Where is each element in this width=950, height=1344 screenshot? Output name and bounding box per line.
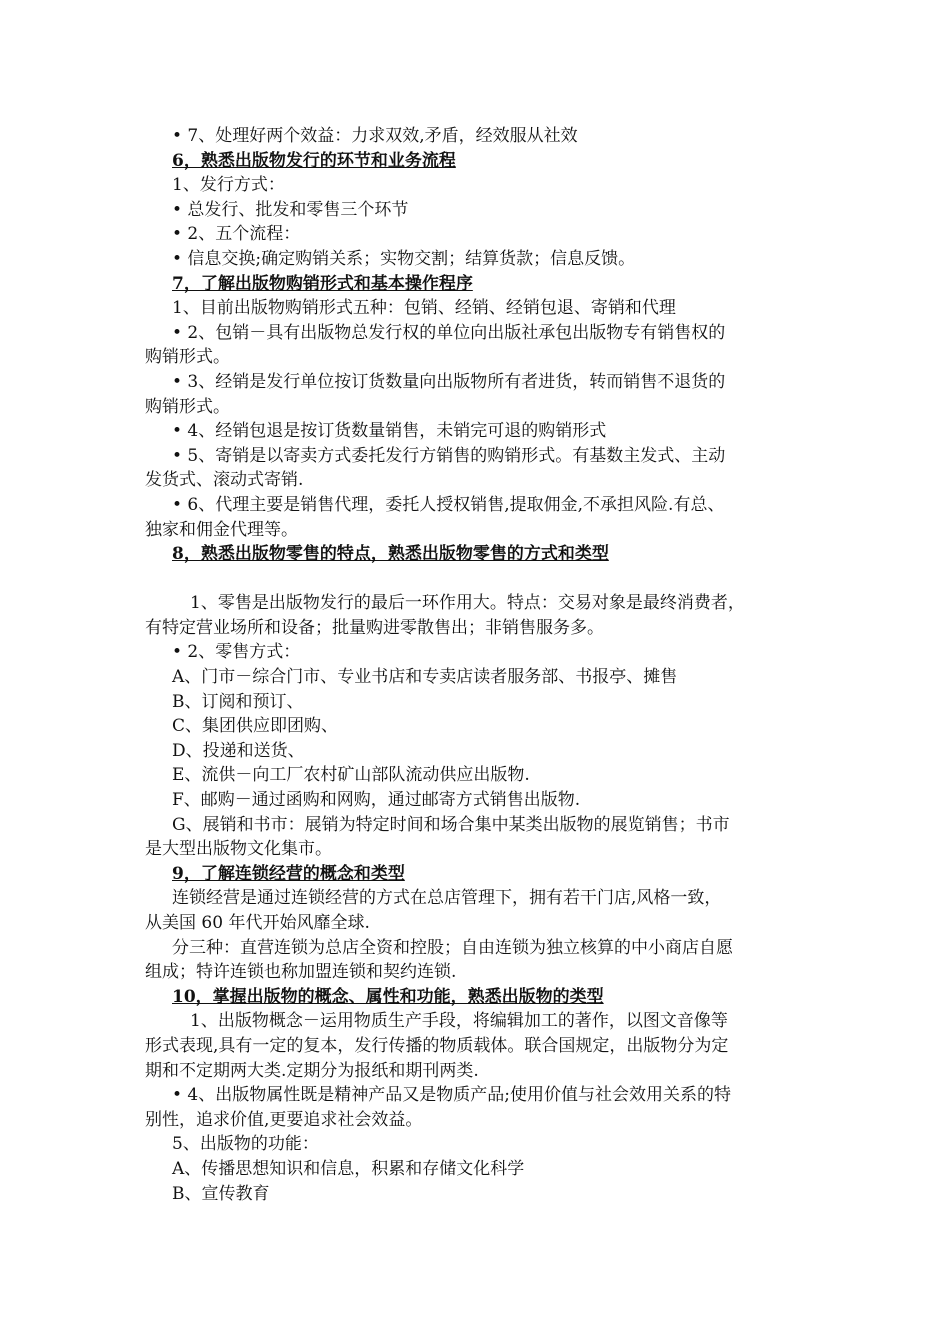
text-line: C、集团供应即团购、 (172, 716, 339, 737)
text-line: 别性，追求价值,更要追求社会效益。 (145, 1109, 423, 1130)
section-heading: 10，掌握出版物的概念、属性和功能，熟悉出版物的类型 (172, 986, 604, 1007)
text-line: • 5、寄销是以寄卖方式委托发行方销售的购销形式。有基数主发式、主动 (172, 445, 726, 466)
text-line: B、订阅和预订、 (172, 691, 304, 712)
document-body (0, 124, 950, 1206)
blank-line (0, 567, 950, 592)
text-line: • 信息交换;确定购销关系；实物交割；结算货款；信息反馈。 (172, 248, 636, 269)
text-line: • 4、出版物属性既是精神产品又是物质产品;使用价值与社会效用关系的特 (172, 1085, 731, 1106)
text-line: 连锁经营是通过连锁经营的方式在总店管理下，拥有若干门店,风格一致， (172, 888, 722, 909)
text-line: F、邮购－通过函购和网购，通过邮寄方式销售出版物. (172, 790, 581, 811)
text-line: 5、出版物的功能： (172, 1134, 319, 1155)
section-heading: 9，了解连锁经营的概念和类型 (172, 863, 405, 884)
text-line: • 2、包销－具有出版物总发行权的单位向出版社承包出版物专有销售权的 (172, 322, 726, 343)
text-line: 购销形式。 (145, 396, 230, 417)
text-line: 期和不定期两大类.定期分为报纸和期刊两类. (145, 1060, 479, 1081)
section-heading: 6，熟悉出版物发行的环节和业务流程 (172, 150, 456, 171)
section-heading: 7，了解出版物购销形式和基本操作程序 (172, 273, 473, 294)
text-line: D、投递和送货、 (172, 740, 305, 761)
text-line: 1、发行方式： (172, 175, 285, 196)
text-line: 独家和佣金代理等。 (145, 519, 298, 540)
text-line: 购销形式。 (145, 347, 230, 368)
text-line: • 3、经销是发行单位按订货数量向出版物所有者进货，转而销售不退货的 (172, 371, 726, 392)
text-line: 1、零售是出版物发行的最后一环作用大。特点：交易对象是最终消费者， (190, 593, 745, 614)
text-line: • 6、代理主要是销售代理，委托人授权销售,提取佣金,不承担风险.有总、 (172, 494, 725, 515)
text-line: 形式表现,具有一定的复本，发行传播的物质载体。联合国规定，出版物分为定 (145, 1035, 729, 1056)
text-line: 有特定营业场所和设备；批量购进零散售出；非销售服务多。 (145, 617, 604, 638)
text-line: • 2、五个流程： (172, 224, 301, 245)
text-line: G、展销和书市：展销为特定时间和场合集中某类出版物的展览销售；书市 (172, 814, 730, 835)
text-line: • 总发行、批发和零售三个环节 (172, 199, 409, 220)
text-line: • 4、经销包退是按订货数量销售，未销完可退的购销形式 (172, 421, 607, 442)
text-line: E、流供－向工厂农村矿山部队流动供应出版物. (172, 765, 530, 786)
text-line: 是大型出版物文化集市。 (145, 839, 332, 860)
text-line: 组成；特许连锁也称加盟连锁和契约连锁. (145, 962, 457, 983)
text-line: • 7、处理好两个效益：力求双效,矛盾，经效服从社效 (172, 126, 578, 146)
section-heading: 8，熟悉出版物零售的特点，熟悉出版物零售的方式和类型 (172, 544, 609, 565)
text-line: 从美国 60 年代开始风靡全球. (145, 913, 370, 933)
text-line: A、传播思想知识和信息，积累和存储文化科学 (172, 1158, 525, 1179)
text-line: 1、目前出版物购销形式五种：包销、经销、经销包退、寄销和代理 (172, 298, 676, 319)
text-line: 1、出版物概念－运用物质生产手段，将编辑加工的著作，以图文音像等 (190, 1011, 728, 1032)
text-line: B、宣传教育 (172, 1183, 270, 1204)
text-line: 发货式、滚动式寄销. (145, 470, 304, 491)
text-line: A、门市－综合门市、专业书店和专卖店读者服务部、书报亭、摊售 (172, 667, 678, 688)
text-line: 分三种：直营连锁为总店全资和控股；自由连锁为独立核算的中小商店自愿 (172, 937, 733, 958)
text-line: • 2、零售方式： (172, 642, 301, 663)
